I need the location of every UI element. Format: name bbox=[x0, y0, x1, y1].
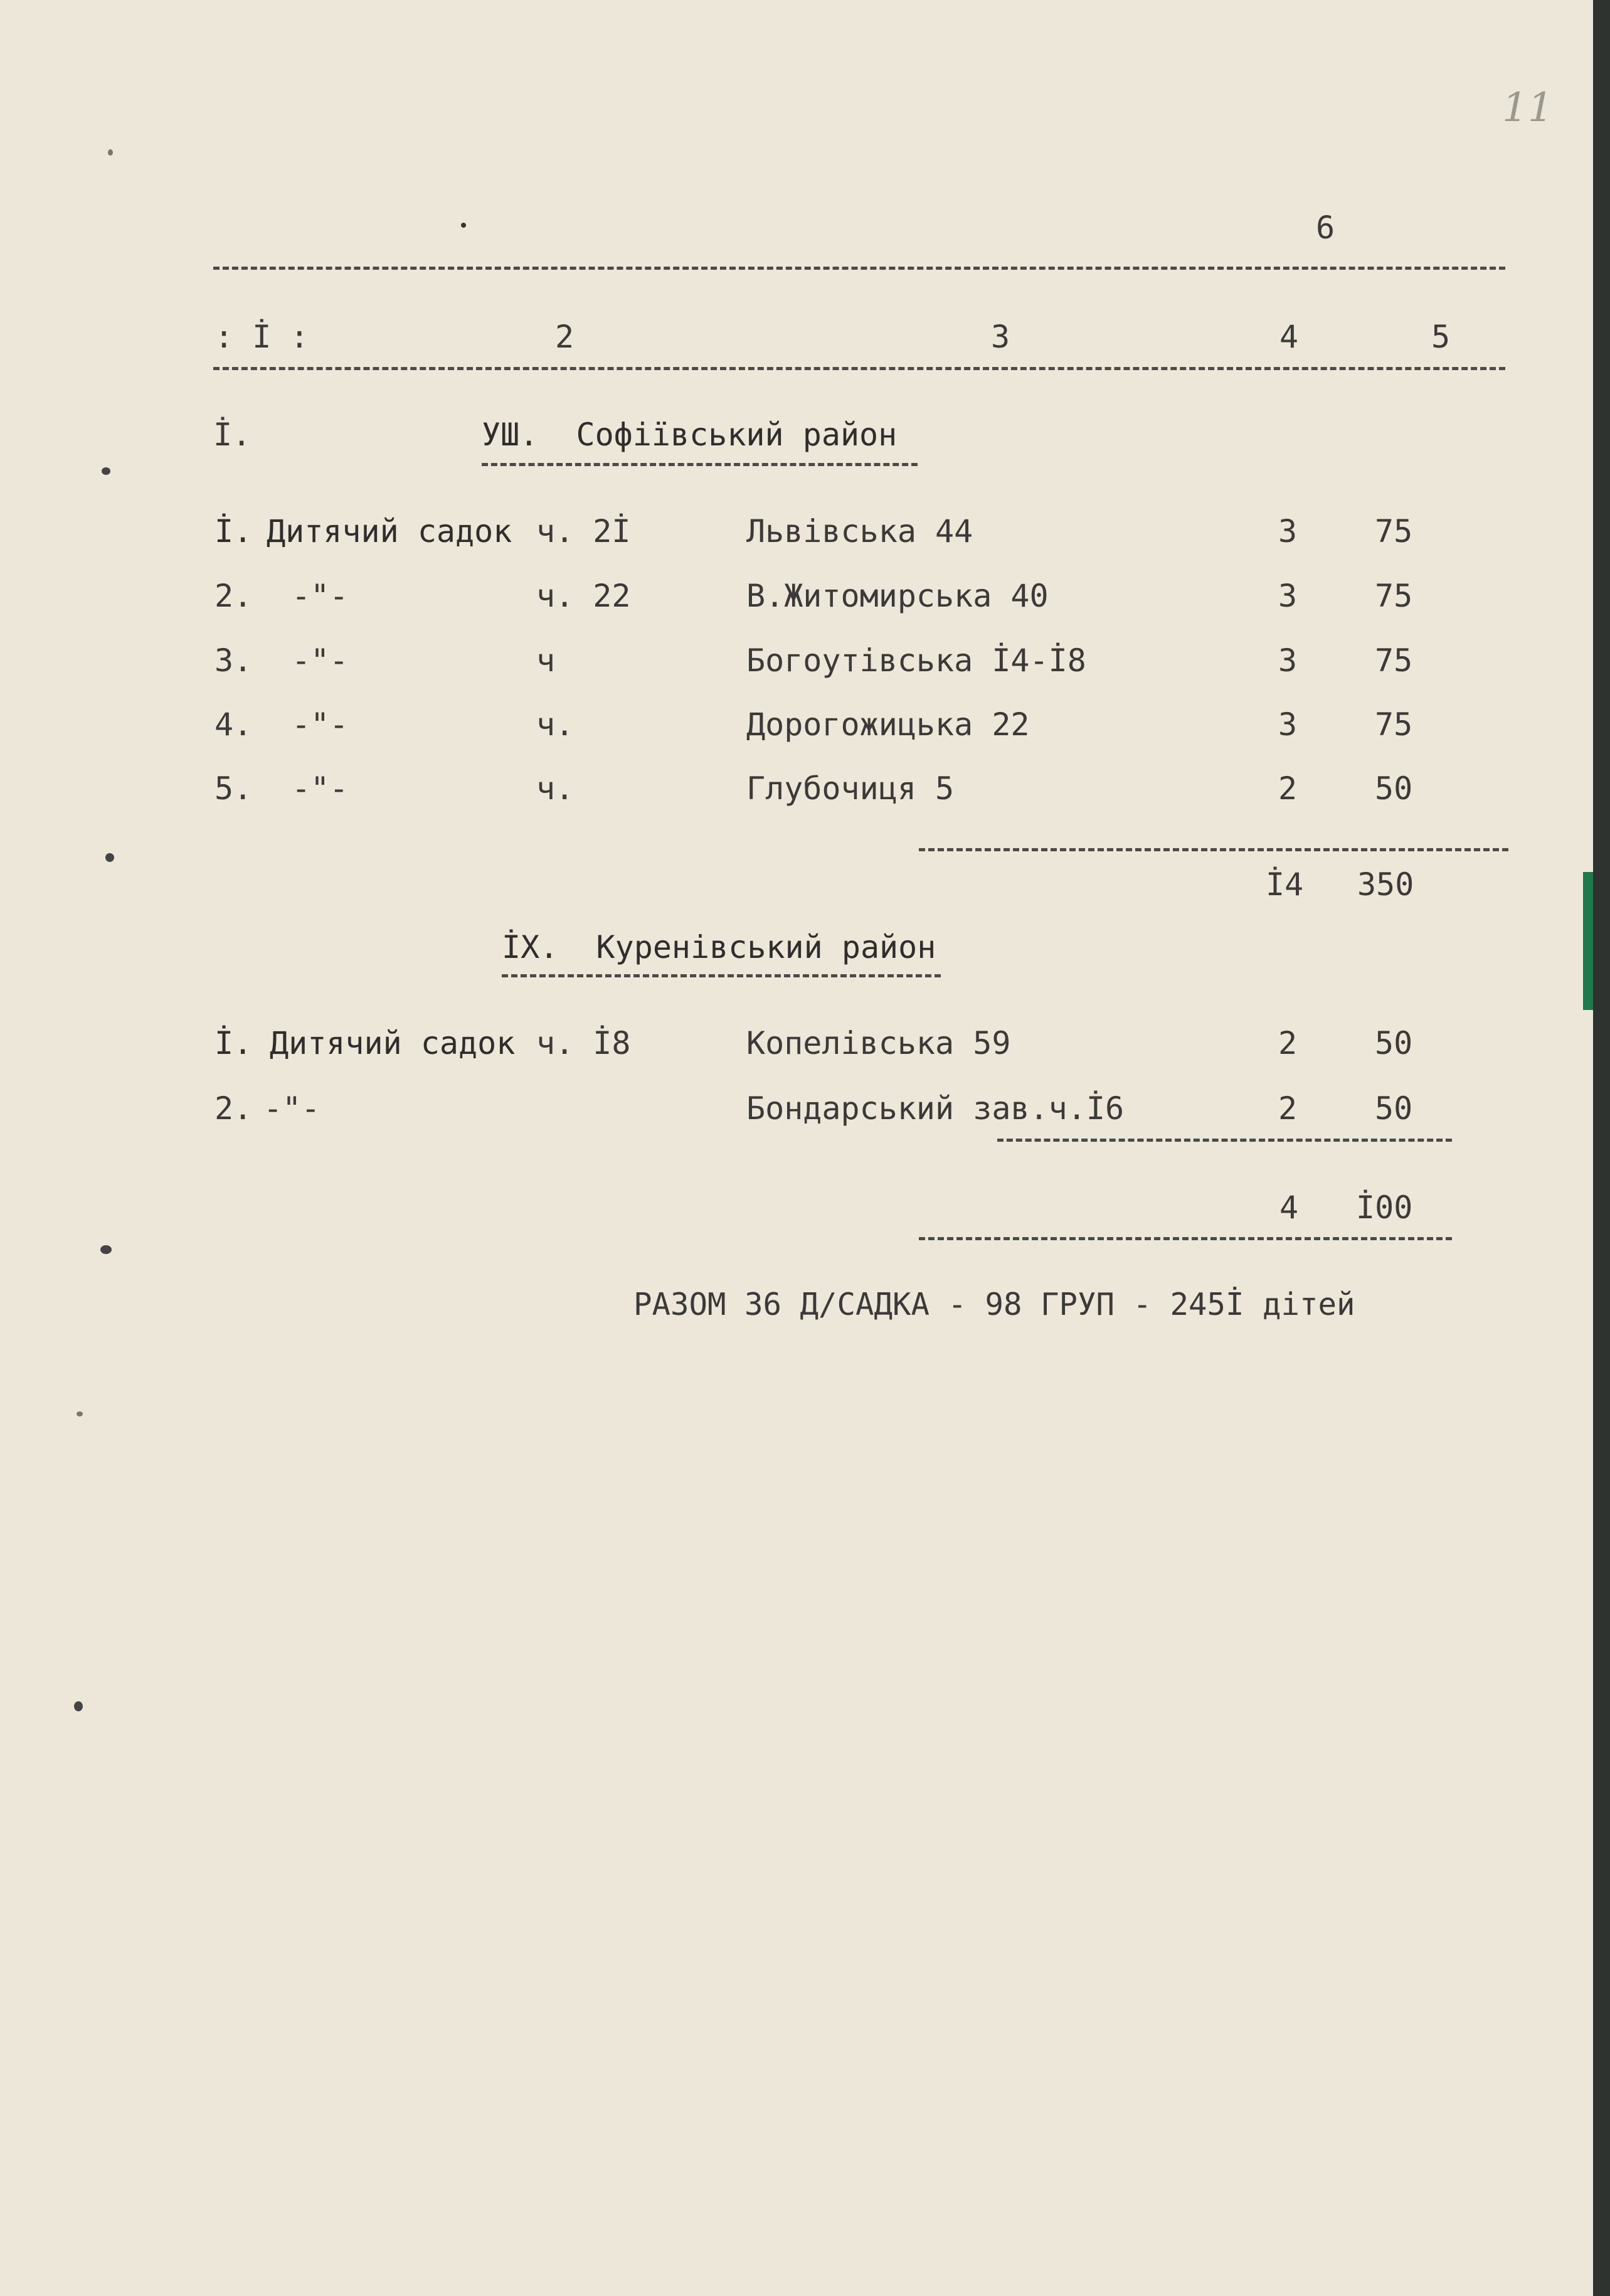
institution-type: Дитячий садок bbox=[267, 513, 512, 550]
binding-hole-mark bbox=[74, 1701, 83, 1711]
column-header-5: 5 bbox=[1431, 319, 1451, 355]
children-count: 75 bbox=[1375, 706, 1413, 743]
district-title-kurenivskyi: İХ. Куренівський район bbox=[502, 929, 936, 965]
children-count: 75 bbox=[1375, 513, 1413, 550]
paper-speck bbox=[461, 223, 466, 228]
district-title-underline bbox=[482, 463, 918, 466]
children-count: 50 bbox=[1375, 770, 1413, 807]
address: В.Житомирська 40 bbox=[746, 578, 1049, 614]
groups-count: 2 bbox=[1278, 1090, 1298, 1127]
subtotal-bottom-rule bbox=[919, 1237, 1452, 1240]
grand-total: РАЗОМ 36 Д/САДКА - 98 ГРУП - 245İ дітей bbox=[633, 1287, 1355, 1322]
ditto-mark: -"- bbox=[292, 770, 349, 807]
institution-number: ч bbox=[536, 642, 556, 679]
children-count: 75 bbox=[1375, 642, 1413, 679]
row-number: 5. bbox=[214, 770, 253, 807]
page-number: 6 bbox=[1316, 210, 1335, 246]
groups-count: 2 bbox=[1278, 770, 1298, 807]
binding-hole-mark bbox=[105, 853, 114, 862]
subtotal-rule bbox=[997, 1139, 1452, 1142]
address: Дорогожицька 22 bbox=[746, 706, 1030, 743]
children-count: 75 bbox=[1375, 578, 1413, 614]
paper-speck bbox=[77, 1411, 83, 1416]
groups-count: 3 bbox=[1278, 706, 1298, 743]
binding-hole-mark bbox=[102, 467, 110, 475]
subtotal-groups: 4 bbox=[1279, 1189, 1299, 1226]
address: Копелівська 59 bbox=[746, 1025, 1011, 1061]
ditto-mark: -"- bbox=[292, 706, 349, 743]
subtotal-groups: İ4 bbox=[1266, 866, 1304, 903]
row-number: 2. bbox=[214, 578, 253, 614]
column-header-1: : İ : bbox=[214, 319, 309, 355]
row-number: 4. bbox=[214, 706, 253, 743]
ditto-mark: -"- bbox=[292, 642, 349, 679]
archive-mark: 11 bbox=[1502, 85, 1554, 131]
groups-count: 2 bbox=[1278, 1025, 1298, 1061]
institution-type: Дитячий садок bbox=[270, 1025, 516, 1061]
district-title-sofiivskyi: УШ. Софіївський район bbox=[482, 417, 898, 453]
address: Богоутівська İ4-İ8 bbox=[746, 642, 1086, 679]
subtotal-children: İ00 bbox=[1356, 1189, 1413, 1226]
subtotal-children: 350 bbox=[1357, 866, 1414, 903]
subtotal-rule bbox=[919, 848, 1508, 851]
groups-count: 3 bbox=[1278, 513, 1298, 550]
header-rule bbox=[213, 367, 1505, 370]
row-number: 3. bbox=[214, 642, 253, 679]
children-count: 50 bbox=[1375, 1090, 1413, 1127]
column-header-3: 3 bbox=[991, 319, 1010, 355]
institution-number: ч. bbox=[536, 770, 575, 807]
binding-hole-mark bbox=[100, 1245, 112, 1254]
children-count: 50 bbox=[1375, 1025, 1413, 1061]
ditto-mark: -"- bbox=[263, 1090, 320, 1127]
institution-number: ч. 2İ bbox=[536, 513, 631, 550]
district-title-underline bbox=[502, 974, 941, 977]
ditto-mark: -"- bbox=[292, 578, 349, 614]
groups-count: 3 bbox=[1278, 578, 1298, 614]
column-header-2: 2 bbox=[555, 319, 575, 355]
row-number: İ. bbox=[214, 1025, 253, 1061]
address: Бондарський зав.ч.İ6 bbox=[746, 1090, 1125, 1127]
row-number: 2. bbox=[214, 1090, 253, 1127]
row-number: İ. bbox=[214, 513, 253, 550]
column-header-4: 4 bbox=[1279, 319, 1299, 355]
institution-number: ч. 22 bbox=[536, 578, 631, 614]
address: Глубочиця 5 bbox=[746, 770, 955, 807]
table-top-rule bbox=[213, 267, 1505, 270]
institution-number: ч. bbox=[536, 706, 575, 743]
folder-tab bbox=[1583, 872, 1593, 1010]
institution-number: ч. İ8 bbox=[536, 1025, 631, 1061]
groups-count: 3 bbox=[1278, 642, 1298, 679]
address: Львівська 44 bbox=[746, 513, 973, 550]
section-intro-number: İ. bbox=[213, 417, 252, 453]
paper-speck bbox=[108, 149, 113, 156]
